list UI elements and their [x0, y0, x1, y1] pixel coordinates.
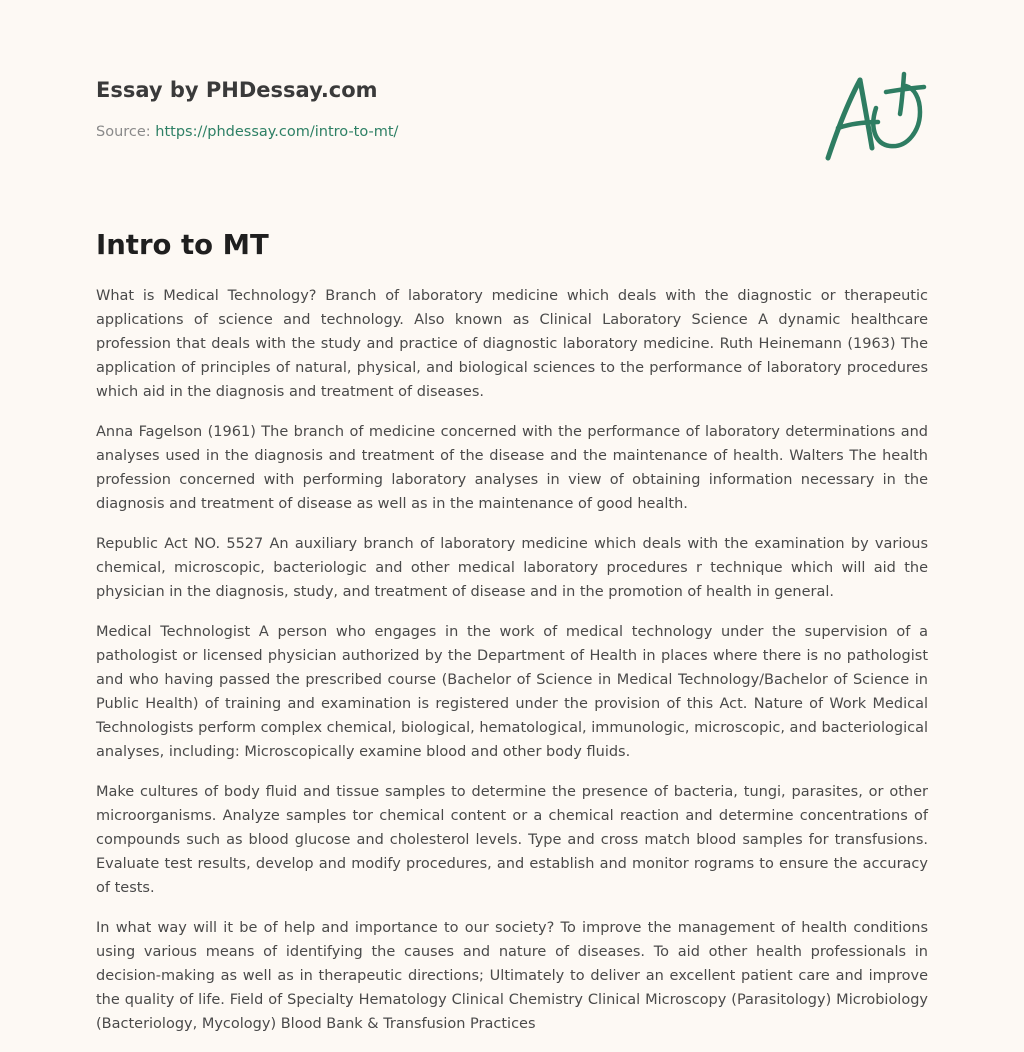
essay-paragraph: In what way will it be of help and importance to our society? To improve the management of health conditions using various means of identifying the causes and nature of diseases. To aid other health professionals in decision-making as well as in therapeutic directions; Ultimately to deliver an excellent patient care and improve the quality of life. Field of Specialty Hematology Clinical Chemistry Clinical Microscopy (Parasitology) Microbiology (Bacteriology, Mycology) Blood Bank & Transfusion Practices	[96, 920, 928, 1032]
source-label: Source:	[96, 124, 156, 140]
source-link[interactable]: https://phdessay.com/intro-to-mt/	[155, 124, 399, 140]
page-header	[96, 76, 696, 142]
essay-paragraph: Republic Act NO. 5527 An auxiliary branch of laboratory medicine which deals with the examination by various chemical, microscopic, bacteriologic and other medical laboratory procedures r technique which will aid the physician in the diagnosis, study, and treatment of disease and in the promotion of health in general.	[96, 536, 928, 600]
essay-title: Intro to MT	[96, 229, 269, 261]
essay-paragraph: Medical Technologist A person who engages in the work of medical technology under the supervision of a pathologist or licensed physician authorized by the Department of Health in places where there is no pathologist and who having passed the prescribed course (Bachelor of Science in Medical Technology/Bachelor of Science in Public Health) of training and examination is registered under the provision of this Act. Nature of Work Medical Technologists perform complex chemical, biological, hematological, immunologic, microscopic, and bacteriological analyses, including: Microscopically examine blood and other body fluids.	[96, 624, 928, 760]
a-plus-grade-icon	[820, 66, 930, 166]
essay-body	[96, 284, 928, 1052]
essay-paragraph: Anna Fagelson (1961) The branch of medicine concerned with the performance of laboratory determinations and analyses used in the diagnosis and treatment of the disease and the maintenance of health. Walters The health profession concerned with performing laboratory analyses in view of obtaining information necessary in the diagnosis and treatment of disease as well as in the maintenance of good health.	[96, 424, 928, 512]
essay-paragraph: What is Medical Technology? Branch of laboratory medicine which deals with the diagnostic or therapeutic applications of science and technology. Also known as Clinical Laboratory Science A dynamic healthcare profession that deals with the study and practice of diagnostic laboratory medicine. Ruth Heinemann (1963) The application of principles of natural, physical, and biological sciences to the performance of laboratory procedures which aid in the diagnosis and treatment of diseases.	[96, 288, 928, 400]
a-plus-logo-svg	[820, 66, 930, 166]
essay-paragraph: Make cultures of body fluid and tissue samples to determine the presence of bacteria, tungi, parasites, or other microorganisms. Analyze samples tor chemical content or a chemical reaction and determine concentrations of compounds such as blood glucose and cholesterol levels. Type and cross match blood samples for transfusions. Evaluate test results, develop and modify procedures, and establish and monitor rograms to ensure the accuracy of tests.	[96, 784, 928, 896]
source-line	[96, 122, 696, 142]
site-brand: Essay by PHDessay.com	[96, 78, 378, 102]
